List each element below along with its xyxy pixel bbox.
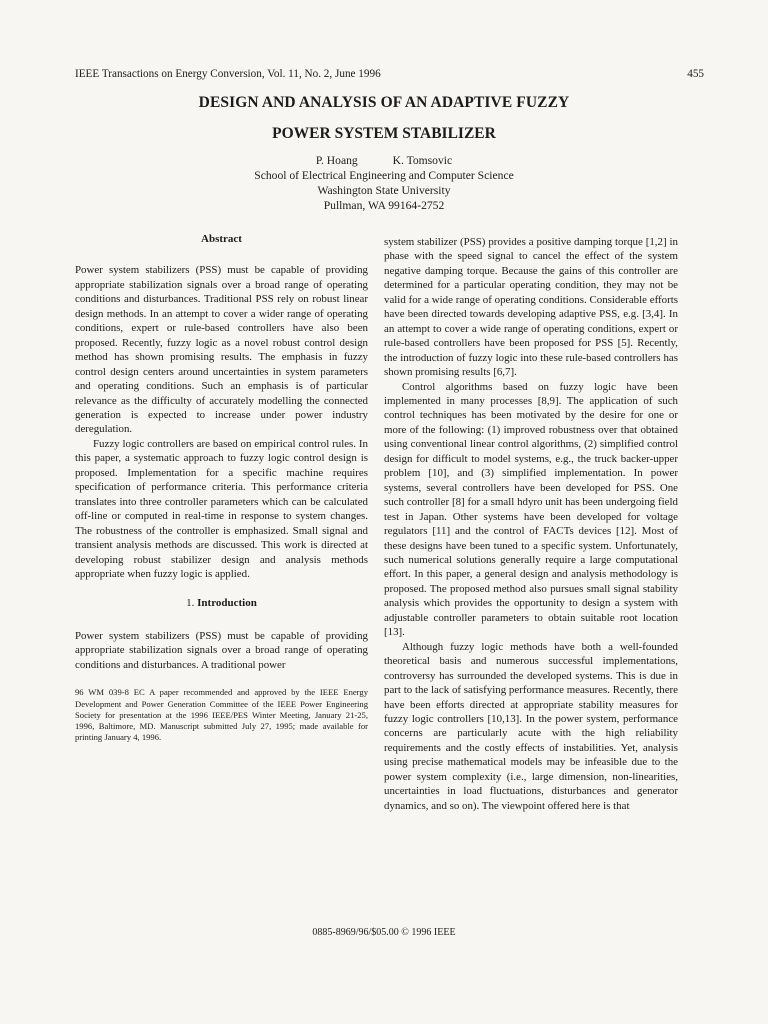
journal-citation: IEEE Transactions on Energy Conversion, Vol. 11, No. 2, June 1996 <box>75 68 381 80</box>
abstract-paragraph-1: Power system stabilizers (PSS) must be capable of providing appropriate stabilization signals over a broad range of operating conditions and disturbances. Traditional PSS rely on robust linear design methods. In an attempt to cover a wider range of operating conditions, expert or rule-based controllers have also been proposed. Recently, fuzzy logic as a novel robust control design method has shown promising results. The emphasis in fuzzy control design centers around uncertainties in system parameters and operating conditions. Such an emphasis is of particular relevance as the difficulty of accurately modelling the connected generation is expected to increase under power industry deregulation. <box>75 264 368 436</box>
right-paragraph-2: Control algorithms based on fuzzy logic have been implemented in many processes [8,9]. The application of such control techniques has been motivated by the desire for one or more of the following: (1) improved robustness over that obtained using conventional linear control algorithms, (2) simplified control design for difficult to model systems, e.g., the truck backer-upper problem [10], and (3) simplified implementation. In power systems, several controllers have been developed for PSS. One such controller [8] for a small hdyro unit has been undergoing field test in Japan. Other systems have been developed for voltage regulators [11] and the control of FACTs devices [12]. Most of these designs have been tuned to a specific system. Unfortunately, such numerical solutions generally require a large computational effort. In this paper, a general design and analysis methodology is proposed. The proposed method also pursues small signal stability analysis which provides the opportunity to design a system with adjustable controller parameters to obtain suitable root location [13]. <box>384 380 678 639</box>
introduction-heading <box>75 596 368 610</box>
author-name-1: P. Hoang <box>315 154 358 167</box>
author-university: Washington State University <box>317 184 451 197</box>
abstract-heading: Abstract <box>201 233 242 245</box>
paper-title-line-1: DESIGN AND ANALYSIS OF AN ADAPTIVE FUZZY <box>198 94 570 111</box>
section-title: Introduction <box>197 597 257 610</box>
footnote: 96 WM 039-8 EC A paper recommended and approved by the IEEE Energy Development and Power Generation Committee of the IEEE Power Engineering Society for presentation at the 1996 IEEE/PES Winter Meeting, January 21-25, 1996, Baltimore, MD. Manuscript submitted July 27, 1995; made available for printing January 4, 1996. <box>75 687 368 743</box>
author-names <box>0 153 768 168</box>
left-column <box>75 232 368 744</box>
section-number: 1. <box>186 597 195 610</box>
paper-title-line-2: POWER SYSTEM STABILIZER <box>272 125 496 142</box>
right-paragraph-1: system stabilizer (PSS) provides a positive damping torque [1,2] in phase with the speed signal to cancel the effect of the system negative damping torque. Because the gains of this controller are determined for a particular operating condition, they may not be valid for a wide range of operating conditions. Considerable efforts have been directed towards developing adaptive PSS, e.g. [3,4]. In an attempt to cover a wide range of operating conditions, expert or rule-based controllers have been proposed for PSS [5]. Recently, the introduction of fuzzy logic into these rule-based controllers has shown promising results [6,7]. <box>384 236 678 379</box>
author-affiliation: School of Electrical Engineering and Computer Science <box>254 169 514 182</box>
abstract-paragraph-2: Fuzzy logic controllers are based on empirical control rules. In this paper, a systematic approach to fuzzy logic control design is proposed. Implementation for a specific machine requires specification of performance criteria. This performance criteria translates into three controller parameters which can be calculated off-line or computed in real-time in response to system changes. The robustness of the controller is emphasized. Small signal and transient analysis methods are discussed. This work is directed at developing robust stabilizer design and analysis methods appropriate when fuzzy logic is applied. <box>75 437 368 580</box>
author-block <box>0 153 768 213</box>
introduction-paragraph-1: Power system stabilizers (PSS) must be capable of providing appropriate stabilization signals over a broad range of operating conditions and disturbances. A traditional power <box>75 629 368 671</box>
copyright-line: 0885-8969/96/$05.00 © 1996 IEEE <box>312 927 456 938</box>
running-header <box>75 68 704 80</box>
author-address: Pullman, WA 99164-2752 <box>323 199 445 212</box>
right-paragraph-3: Although fuzzy logic methods have both a well-founded theoretical basis and numerous successful implementations, controversy has surrounded the developed systems. This is due in part to the lack of satisfying performance measures. Recently, there have been efforts directed at appropriate stability measures for fuzzy logic controllers [10,13]. In the power system, performance concerns are particularly acute with the high reliability requirements and the costly effects of instabilities. Yet, analysis using precise mathematical models may be infeasible due to the power system complexity (i.e., large dimension, non-linearities, uncertainties in load fluctuations, disturbances and generator dynamics, and so on). The viewpoint offered here is that <box>384 640 678 812</box>
page-number: 455 <box>687 68 704 80</box>
right-column <box>384 235 678 813</box>
author-name-2: K. Tomsovic <box>392 154 453 167</box>
